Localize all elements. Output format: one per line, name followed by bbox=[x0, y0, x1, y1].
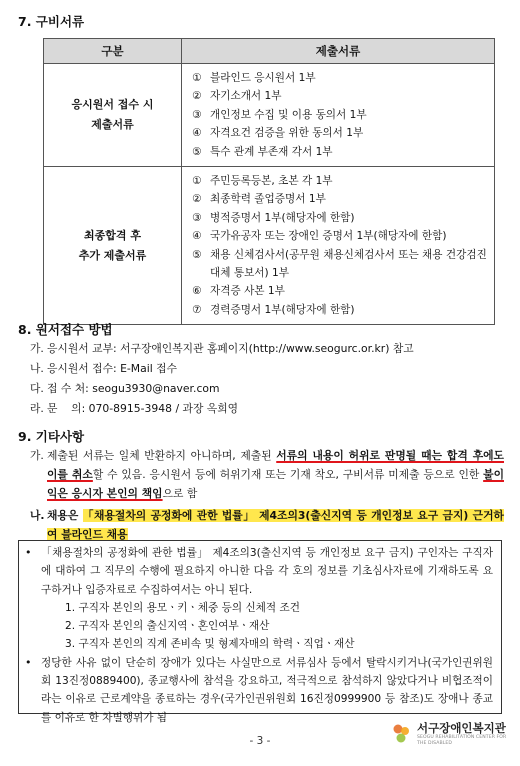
item-text: 응시원서 접수: E-Mail 접수 bbox=[47, 362, 178, 375]
section-8-title: 8. 원서접수 방법 bbox=[18, 322, 113, 337]
bullet-text: 정당한 사유 없이 단순히 장애가 있다는 사실만으로 서류심사 등에서 탈락시키거나(국가인권위원회 13진정0889400), 종교행사에 참석을 강요하고, 적극적으로 참석하지 않았다거나 비협조적이라는 이유로 근로계약을 종료하는 경우(국가인권위원회 16진정0999900 등 참조)도 장애나 종교를 이유로 한 차별행위가 됨 bbox=[41, 656, 493, 724]
table-row bbox=[44, 64, 495, 167]
category-line: 응시원서 접수 시 bbox=[71, 98, 154, 112]
item-text bbox=[47, 506, 504, 544]
list-item bbox=[192, 106, 494, 124]
list-item bbox=[192, 246, 494, 283]
item-number: ② bbox=[192, 193, 202, 206]
highlighted-law-name: 「채용절차의 공정화에 관한 법률」 bbox=[82, 509, 255, 522]
item-number: ③ bbox=[192, 108, 202, 121]
page-number: - 3 - bbox=[249, 735, 271, 747]
list-item bbox=[192, 227, 494, 245]
category-line: 추가 제출서류 bbox=[78, 248, 147, 262]
table-header-row bbox=[44, 39, 495, 64]
list-item bbox=[192, 69, 494, 87]
list-item bbox=[30, 379, 500, 399]
item-text: 경력증명서 1부(해당자에 한함) bbox=[210, 303, 355, 316]
item-label: 나. bbox=[30, 509, 45, 522]
logo-name: 서구장애인복지관 bbox=[417, 720, 506, 735]
item-text: 국가유공자 또는 장애인 증명서 1부(해당자에 한함) bbox=[210, 230, 447, 243]
item-number: ④ bbox=[192, 230, 202, 243]
item-number: ① bbox=[192, 72, 202, 84]
bullet-item bbox=[25, 654, 493, 727]
item-text: 응시원서 교부: 서구장애인복지관 홈페이지(http://www.seogurc.or.kr) 참고 bbox=[47, 342, 414, 355]
organization-logo bbox=[390, 721, 510, 747]
item-text: 접 수 처: seogu3930@naver.com bbox=[47, 382, 220, 395]
item-text: 문 의: 070-8915-3948 / 과장 옥희영 bbox=[47, 402, 239, 415]
section-7-title: 7. 구비서류 bbox=[18, 14, 85, 29]
list-item bbox=[30, 339, 500, 359]
list-item bbox=[192, 124, 494, 142]
item-label: 다. bbox=[30, 382, 44, 395]
list-item bbox=[192, 143, 494, 161]
header-category: 구분 bbox=[44, 39, 182, 64]
bullet-icon: • bbox=[25, 546, 32, 559]
list-item bbox=[30, 359, 500, 379]
section-9-title: 9. 기타사항 bbox=[18, 429, 85, 444]
item-text: 자기소개서 1부 bbox=[210, 90, 282, 103]
underlined-warning: 불이익은 응시자 본인의 책임 bbox=[47, 468, 504, 500]
text-run: 채용은 bbox=[47, 509, 83, 522]
item-number: ③ bbox=[192, 211, 202, 224]
item-text bbox=[47, 446, 504, 503]
item-number: ⑦ bbox=[192, 303, 202, 316]
logo-text bbox=[417, 722, 510, 747]
required-documents-table bbox=[43, 38, 495, 325]
list-item bbox=[192, 190, 494, 208]
item-text: 자격요건 검증을 위한 동의서 1부 bbox=[210, 127, 364, 140]
header-documents: 제출서류 bbox=[182, 39, 495, 64]
item-label: 나. bbox=[30, 362, 44, 375]
note-item-ga bbox=[30, 446, 504, 503]
list-item bbox=[192, 209, 494, 227]
documents-cell bbox=[182, 167, 495, 325]
item-number: ⑤ bbox=[192, 248, 202, 261]
note-item-na bbox=[30, 506, 504, 544]
category-line: 최종합격 후 bbox=[84, 228, 141, 242]
item-number: ② bbox=[192, 90, 202, 103]
application-method-list bbox=[30, 339, 500, 419]
item-number: ⑥ bbox=[192, 285, 202, 298]
item-text: 자격증 사본 1부 bbox=[210, 285, 285, 298]
item-text: 개인정보 수집 및 이용 동의서 1부 bbox=[210, 108, 367, 121]
item-number: ④ bbox=[192, 127, 202, 140]
other-notes bbox=[30, 446, 504, 544]
item-text: 채용 신체검사서(공무원 채용신체검사서 또는 채용 건강검진 대체 통보서) 1부 bbox=[210, 248, 487, 280]
list-item bbox=[192, 87, 494, 105]
list-item bbox=[30, 399, 500, 419]
sub-item: 3. 구직자 본인의 직계 존비속 및 형제자매의 학력ㆍ직업ㆍ재산 bbox=[65, 638, 355, 651]
item-label: 라. bbox=[30, 402, 44, 415]
item-text: 블라인드 응시원서 1부 bbox=[210, 72, 316, 84]
logo-mark-icon bbox=[390, 723, 414, 745]
item-label: 가. bbox=[30, 449, 44, 462]
bullet-icon: • bbox=[25, 655, 32, 669]
logo-english-name: SEOGU REHABILITATION CENTER FOR THE DISABLED bbox=[417, 734, 507, 746]
item-text: 주민등록등본, 초본 각 1부 bbox=[210, 175, 333, 188]
highlighted-text: 제4조의3(출신지역 등 개인정보 요구 금지) 근거하여 블라인드 채용 bbox=[47, 509, 504, 541]
list-item bbox=[192, 282, 494, 300]
table-row bbox=[44, 167, 495, 325]
text-run: 으로 함 bbox=[162, 487, 198, 500]
sub-item: 1. 구직자 본인의 용모ㆍ키ㆍ체중 등의 신체적 조건 bbox=[65, 601, 300, 614]
documents-cell bbox=[182, 64, 495, 167]
text-run: 제출된 서류는 일체 반환하지 아니하며, 제출된 bbox=[47, 449, 277, 462]
list-item bbox=[192, 301, 494, 319]
item-text: 최종학력 졸업증명서 1부 bbox=[210, 193, 326, 206]
item-number: ① bbox=[192, 175, 202, 188]
sub-item: 2. 구직자 본인의 출신지역ㆍ혼인여부ㆍ재산 bbox=[65, 620, 270, 633]
list-item bbox=[192, 172, 494, 190]
bullet-item bbox=[25, 544, 493, 599]
item-number: ⑤ bbox=[192, 145, 202, 158]
bullet-text: 「채용절차의 공정화에 관한 법률」 제4조의3(출신지역 등 개인정보 요구 금지) 구인자는 구직자에 대하여 그 직무의 수행에 필요하지 아니한 다음 각 호의 정보를 기초심사자료에 기재하도록 요구하거나 입증자료로 수집하여서는 아니 된다. bbox=[41, 547, 493, 596]
category-cell bbox=[44, 64, 182, 167]
category-cell bbox=[44, 167, 182, 325]
underlined-warning: 서류의 내용이 허위로 판명될 때는 합격 후에도 이를 취소 bbox=[47, 449, 504, 481]
category-line: 제출서류 bbox=[91, 118, 134, 132]
item-text: 병적증명서 1부(해당자에 한함) bbox=[210, 211, 355, 224]
law-reference-box bbox=[18, 540, 502, 724]
item-text: 특수 관계 부존재 각서 1부 bbox=[210, 145, 333, 158]
item-label: 가. bbox=[30, 342, 44, 355]
text-run: 할 수 있음. 응시원서 등에 허위기재 또는 기재 착오, 구비서류 미제출 등으로 인한 bbox=[92, 468, 484, 481]
